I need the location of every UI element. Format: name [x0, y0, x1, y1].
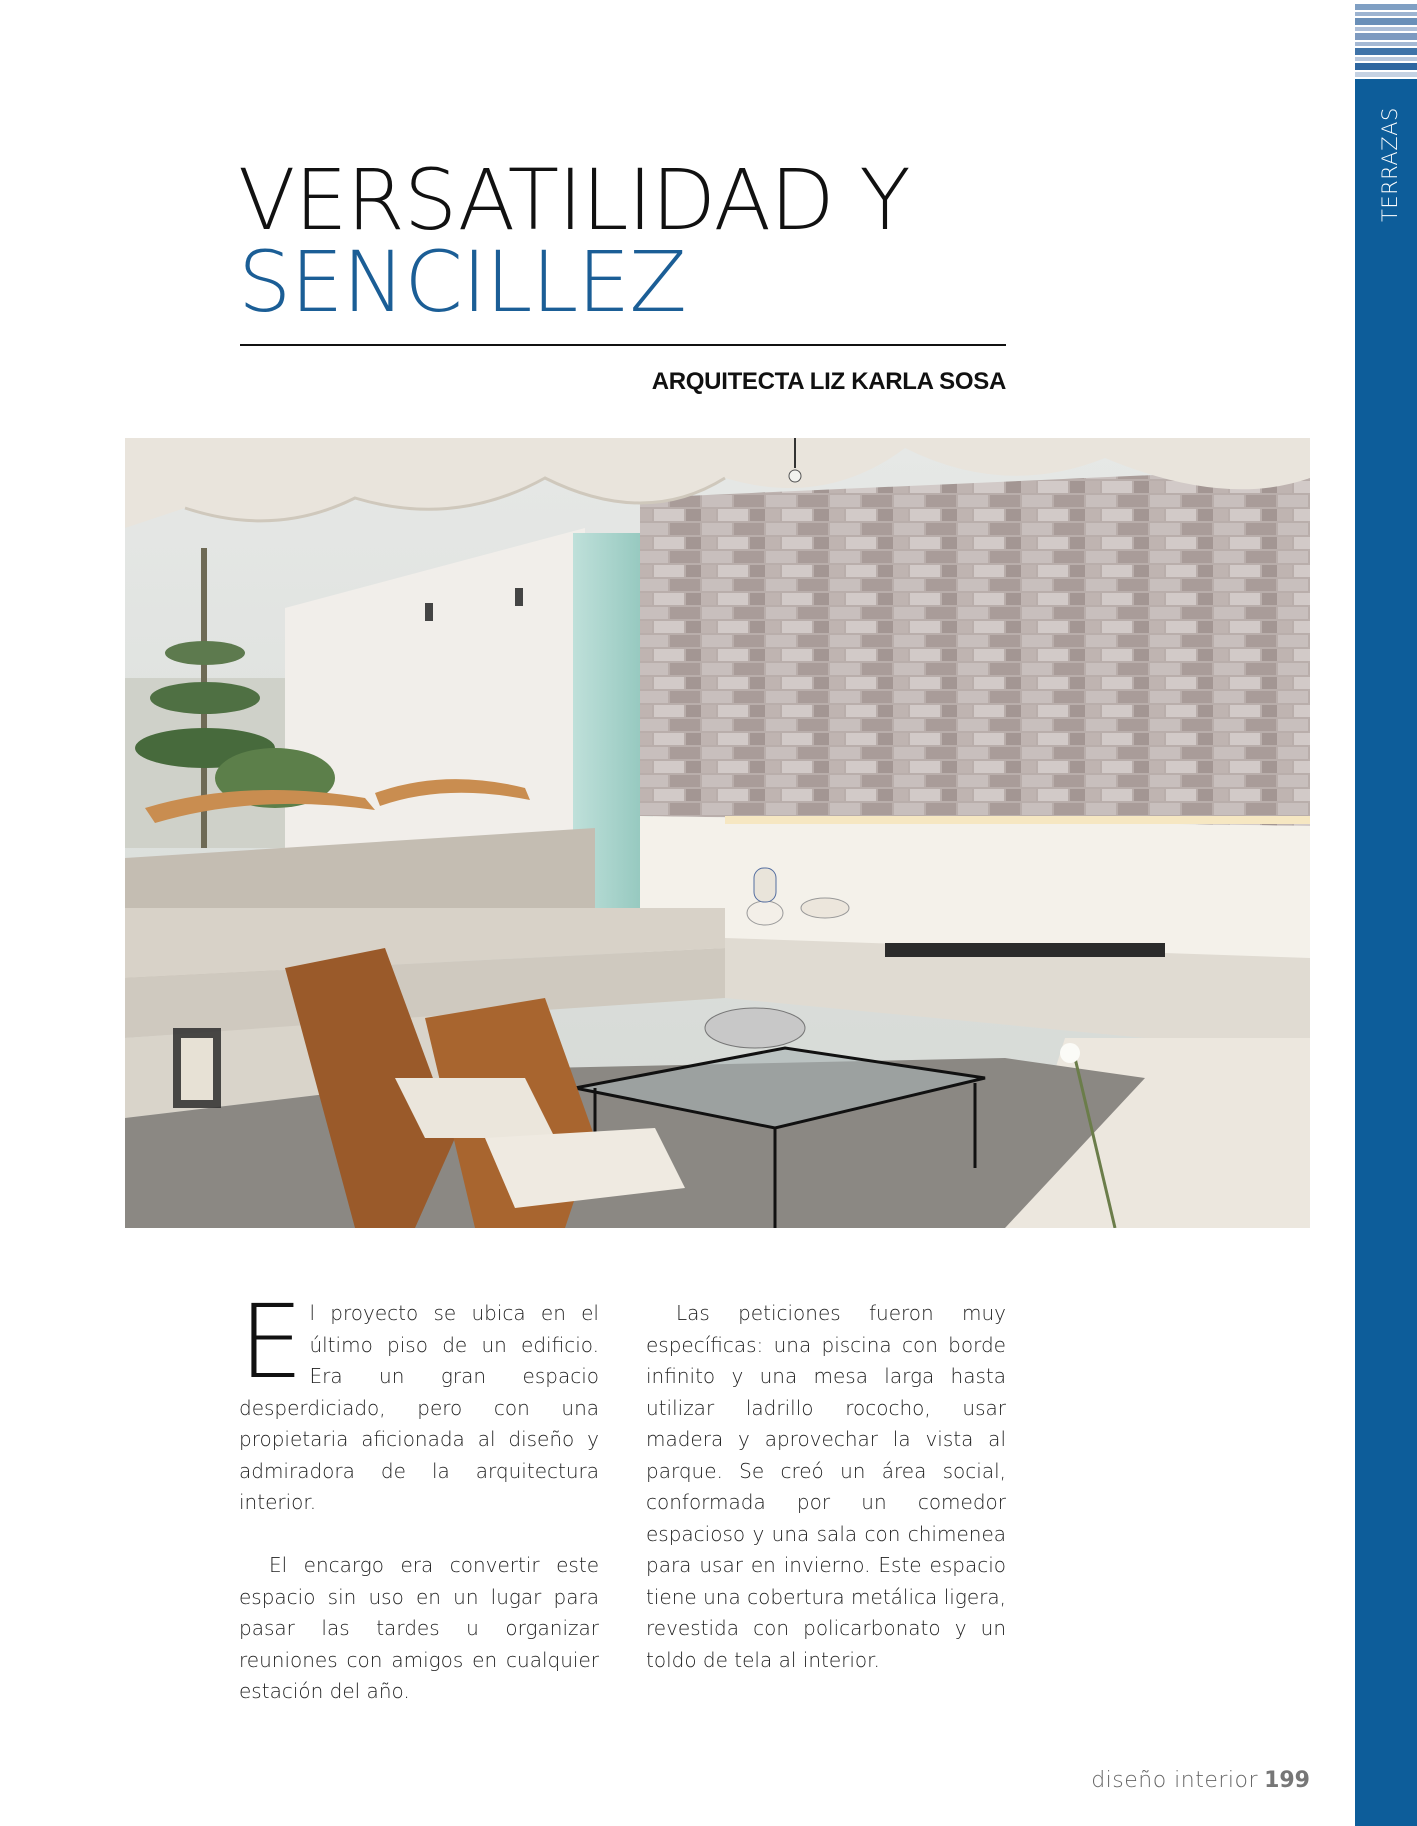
footer-page-number: 199 — [1264, 1768, 1310, 1793]
column-2-paragraph-1: Las peticiones fueron muy específicas: una piscina con borde infinito y una mesa larga hasta utilizar ladrillo rococho, usar madera y aprovechar la vista al parque. Se creó un área social, conformada por un comedor espacioso y una sala con chimenea para usar en invierno. Este espacio tiene una cobertura metálica ligera, revestida con policarbonato y un toldo de tela al interior. — [646, 1301, 1006, 1672]
side-stripes-decoration — [1355, 0, 1417, 92]
article-author: ARQUITECTA LIZ KARLA SOSA — [651, 368, 1006, 395]
column-1-paragraph-1-text: l proyecto se ubica en el último piso de un edificio. Era un gran espacio desperdiciado, pero con una propietaria aficionada al diseño y admiradora de la arquitectura interior. — [239, 1301, 599, 1514]
column-1-paragraph-2: El encargo era convertir este espacio sin uso en un lugar para pasar las tardes u organizar reuniones con amigos en cualquier estación del año. — [239, 1553, 599, 1703]
terrace-photo — [125, 438, 1310, 1228]
footer-magazine-name: diseño interior — [1091, 1768, 1259, 1793]
article-column-2 — [646, 1298, 1006, 1708]
article-title-line2: SENCILLEZ — [238, 233, 686, 331]
section-label: TERRAZAS — [1378, 107, 1402, 222]
page-footer — [1091, 1768, 1310, 1793]
title-divider — [240, 344, 1006, 346]
article-column-1 — [239, 1283, 599, 1739]
article-title-line1: VERSATILIDAD Y — [238, 151, 910, 249]
section-side-bar — [1355, 0, 1417, 1826]
terrace-photo-illustration — [125, 438, 1310, 1228]
drop-cap: E — [239, 1283, 304, 1402]
column-1-paragraph-1 — [239, 1283, 599, 1519]
